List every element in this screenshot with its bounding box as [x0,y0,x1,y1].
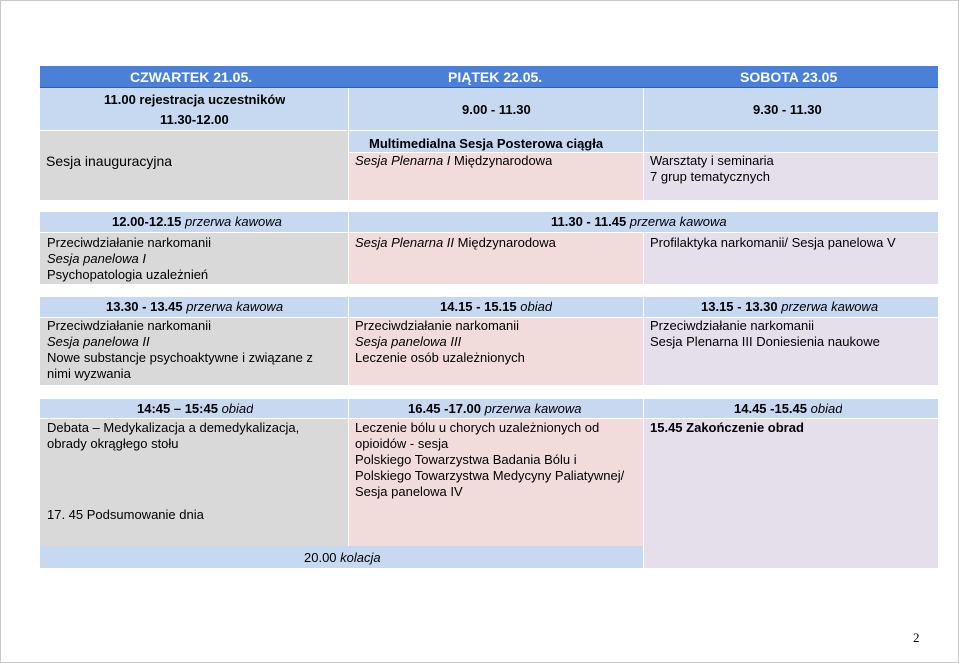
row3-break-fri [440,299,552,315]
row4-fri-text [355,420,624,500]
workshops-text [650,153,774,185]
row3-break-sat-label: przerwa kawowa [777,299,879,314]
row3-thu-line3: Nowe substancje psychoaktywne i związane z [47,350,313,365]
row4-thu-line2: obrady okrągłego stołu [47,436,179,451]
row2-break-fri [551,214,727,230]
row3-sat-line1: Przeciwdziałanie narkomanii [650,318,815,333]
row4-fri-line5: Sesja panelowa IV [355,484,463,499]
row2-fri-italic: Sesja Plenarna II [355,235,455,250]
row4-fri-line4: Polskiego Towarzystwa Medycyny Paliatywnej/ [355,468,625,483]
row3-fri-line2: Sesja panelowa III [355,334,462,349]
row3-fri-text [355,318,525,366]
row3-thu-line4: nimi wyzwania [47,366,131,381]
plenary-i-text [355,153,552,169]
divider-thu-fri-2 [348,212,349,284]
row4-break-fri-time: 16.45 -17.00 [408,401,482,416]
row3-sat-text [650,318,880,350]
row2-sat-text: Profilaktyka narkomanii/ Sesja panelowa V [650,235,896,250]
row2-break-fri-time: 11.30 - 11.45 [551,214,627,229]
row3-break-sat-time: 13.15 - 13.30 [701,299,778,314]
row2-break-thu-time: 12.00-12.15 [112,214,182,229]
row3-break-sat [701,299,878,315]
closing-text: 15.45 Zakończenie obrad [650,420,804,435]
row2-fri-text [355,235,556,251]
row2-fri-rest: Międzynarodowa [454,235,556,250]
divider-fri-sat-2 [643,232,644,284]
row4-break-sat-label: obiad [807,401,843,416]
workshops-line1: Warsztaty i seminaria [650,153,774,168]
workshops-line2: 7 grup tematycznych [650,169,770,184]
row2-thu-line2: Sesja panelowa I [47,251,147,266]
header-friday: PIĄTEK 22.05. [448,69,543,85]
dinner-label: kolacja [336,550,381,565]
dinner-time: 20.00 [304,550,337,565]
row2-break-thu [112,214,282,230]
row3-thu-line2: Sesja panelowa II [47,334,150,349]
plenary-i-italic: Sesja Plenarna I [355,153,451,168]
row3-sat-line2: Sesja Plenarna III Doniesienia naukowe [650,334,880,349]
divider-row4 [40,418,938,419]
row2-break-thu-label: przerwa kawowa [181,214,282,229]
row2-thu-line1: Przeciwdziałanie narkomanii [47,235,212,250]
row2-thu-text [47,235,211,283]
row4-sat-cell [643,418,938,568]
divider-thu-fri-1 [348,88,349,200]
divider-row2 [40,232,938,233]
divider-row1-content [348,152,938,153]
thursday-morning-time: 11.30-12.00 [160,112,229,127]
inaugural-text: Sesja inauguracyjna [46,153,173,169]
header-saturday: SOBOTA 23.05 [740,69,838,85]
row4-thu-text [47,420,299,452]
thursday-closing-text: 17. 45 Podsumowanie dnia [47,507,204,522]
divider-thu-fri-3 [348,297,349,385]
row4-break-thu [137,401,253,417]
row3-break-fri-time: 14.15 - 15.15 [440,299,517,314]
row4-fri-line1: Leczenie bólu u chorych uzależnionych od [355,420,600,435]
row3-fri-line1: Przeciwdziałanie narkomanii [355,318,520,333]
row2-break-fri-label: przerwa kawowa [626,214,727,229]
row3-fri-line3: Leczenie osób uzależnionych [355,350,525,365]
divider-row1-poster [348,130,938,131]
row3-thu-text [47,318,313,382]
divider-fri-sat-1 [643,88,644,200]
row3-break-thu-time: 13.30 - 13.45 [106,299,183,314]
row4-break-fri-label: przerwa kawowa [481,401,582,416]
poster-session-text: Multimedialna Sesja Posterowa ciągła [369,136,604,151]
dinner-text [304,550,381,566]
row4-break-sat [734,401,842,417]
divider-fri-sat-3 [643,297,644,385]
page-number: 2 [913,630,920,645]
row3-break-thu-label: przerwa kawowa [182,299,284,314]
divider-row3 [40,317,938,318]
friday-morning-time: 9.00 - 11.30 [462,102,531,117]
divider-thu-fri-4 [348,399,349,546]
divider-row1-thu [40,130,348,131]
row4-break-thu-time: 14:45 – 15:45 [137,401,218,416]
header-thursday: CZWARTEK 21.05. [130,69,253,85]
row4-fri-line2: opioidów - sesja [355,436,449,451]
row4-break-thu-label: obiad [217,401,254,416]
row4-break-fri [408,401,581,417]
divider-fri-sat-4 [643,399,644,568]
row4-thu-line1: Debata – Medykalizacja a demedykalizacja, [47,420,300,435]
saturday-morning-time: 9.30 - 11.30 [753,102,822,117]
row4-break-sat-time: 14.45 -15.45 [734,401,808,416]
row2-thu-line3: Psychopatologia uzależnień [47,267,209,282]
plenary-i-rest: Międzynarodowa [450,153,553,168]
row3-break-thu [106,299,283,315]
registration-text: 11.00 rejestracja uczestników [104,92,286,107]
row3-thu-line1: Przeciwdziałanie narkomanii [47,318,212,333]
row4-fri-line3: Polskiego Towarzystwa Badania Bólu i [355,452,577,467]
row3-break-fri-label: obiad [516,299,553,314]
